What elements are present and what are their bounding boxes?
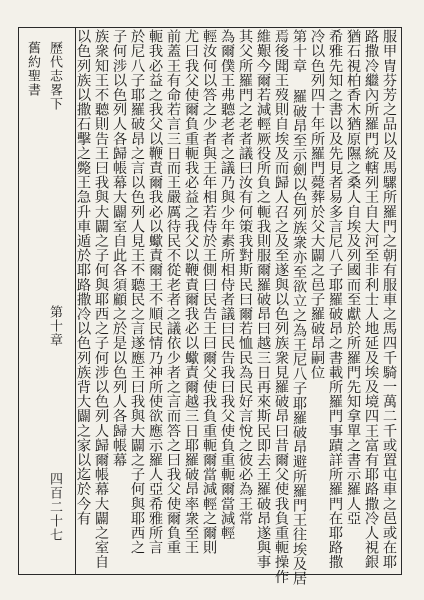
text-column: 冷以色列四十年所羅門薨葬於父大闢之邑子羅破昂嗣位 (309, 29, 325, 380)
text-column: 尤曰我父使爾負重軛我必益之我父以鞭責爾我必以蠍責爾越三日耶羅破昂率衆至王 (183, 29, 199, 555)
text-column: 子何涉以色列人各歸帳幕大闢室自此各須顧之於是以色列人各歸帳幕 (111, 29, 127, 467)
running-header (18, 27, 76, 575)
chapter-heading: 歷代志畧下 (47, 41, 62, 111)
text-column: 維艱今爾若減輕厥役所負之軛我則服爾羅破昂曰越三日再來斯民即去王羅破昂遂與事 (255, 29, 271, 570)
section-number: 第十章 (47, 305, 62, 347)
page-number: 四百二十七 (47, 472, 62, 542)
text-column: 第十章 羅破昂至示劍以色列族衆亦至欲立之為王尼八子耶羅破昂避所羅門王往埃及居 (291, 29, 307, 586)
text-column: 路撒冷繼內所羅門統轄列王自大河至非利士人地延及埃及境四王富有耶路撒冷人視銀 (363, 29, 379, 570)
text-column: 為爾僕王弗聽老者之議乃與少年素所相侍者議曰民告我曰我父使負重軛爾當減輕 (219, 29, 235, 540)
text-column: 族衆知王不聽則告王曰我與大闢之子何與耶西之子何涉以色列人歸爾帳幕大闢之室自 (93, 29, 109, 570)
book-title: 舊約聖書 (25, 41, 40, 97)
text-column: 輕汝何以答之少者與王年相若侍於王側曰民告王曰爾父使我負重軛爾當減輕之爾則 (201, 29, 217, 555)
text-column: 前蓋王有命若言三日而王嚴厲待民不從老者之議依少者之言而答之曰我父使爾負重 (165, 29, 181, 555)
text-column: 以色列族以撒石擊之斃王急升車遁於耶路撒冷以色列族背大闢之家以迄於今有 (75, 29, 91, 526)
text-column: 其父所羅門之老者議曰汝有何策我對斯民曰爾若恤民為民好言悅之彼必為王常 (237, 29, 253, 526)
text-column: 希雅先知之書以及先見者易多言尼八子耶羅破昂之書載所羅門事蹟詳所羅門在耶路撒 (327, 29, 343, 570)
text-column: 於尼八子耶羅破昂之言以色列人見王不聽民之言遂應王曰我與大闢之子何與耶西之 (129, 29, 145, 555)
text-column: 服甲冑芬芳之品以及馬騾所羅門之朝有服車之馬四千騎一萬二千或置屯車之邑或在耶 (381, 29, 397, 570)
text-column: 猶石視柏香木猶原隰之桑人自埃及列國而至獻於所羅門先知拿單之書示羅人亞 (345, 29, 361, 526)
text-column: 焉後聞王歿則自埃及而歸人召之及至遂與以色列族衆見羅破昂曰昔爾父使我負重軛操作 (273, 29, 289, 584)
text-column: 軛我必益之我父以鞭責爾我必以蠍責爾王不順民情乃神所使欲應示羅人亞希雅所言 (147, 29, 163, 555)
body-text (75, 29, 398, 586)
